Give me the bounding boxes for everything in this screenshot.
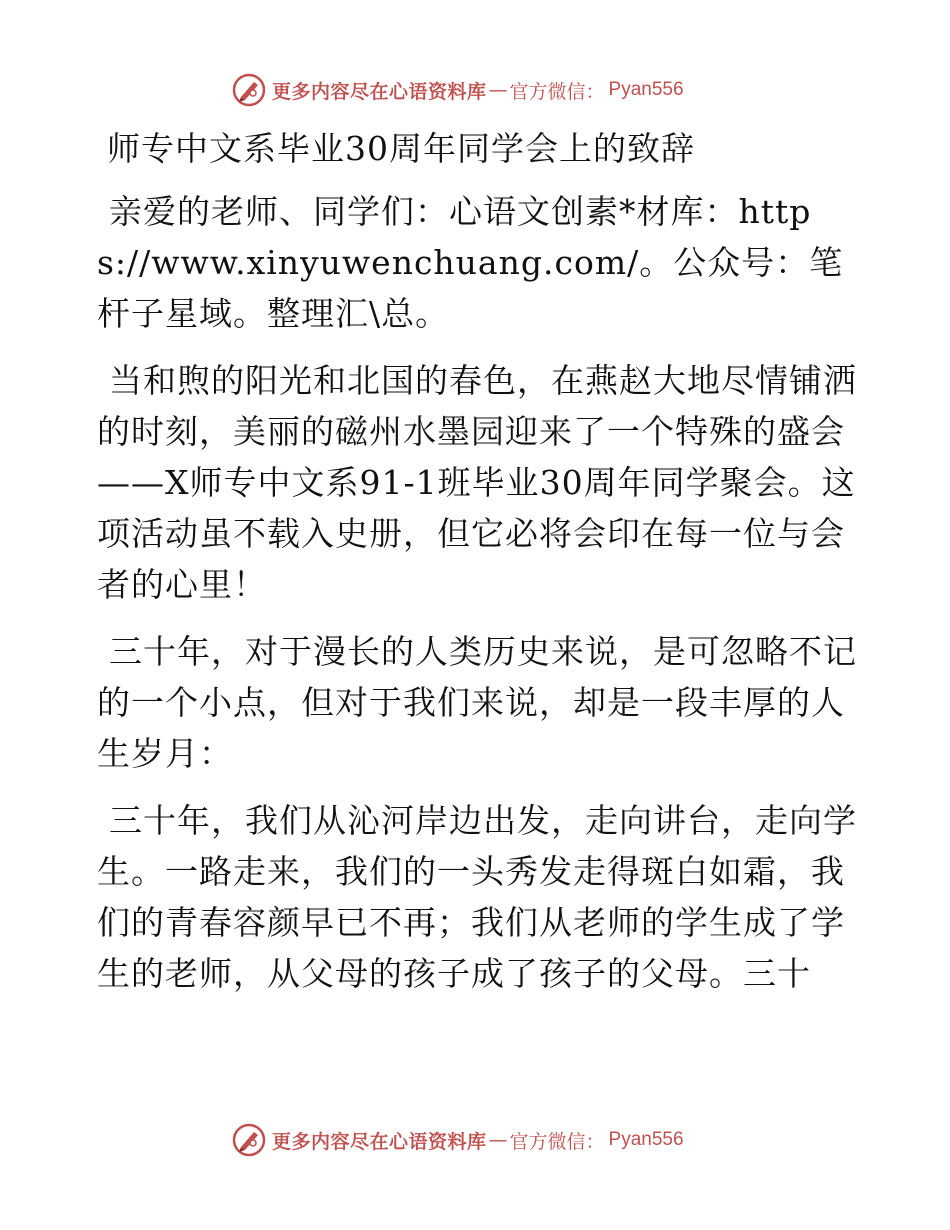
header-watermark xyxy=(232,72,684,108)
document-title: 师专中文系毕业30周年同学会上的致辞 xyxy=(107,129,695,168)
watermark-site-text: 更多内容尽在心语资料库 xyxy=(272,1130,487,1153)
watermark-wechat-id: Pyan556 xyxy=(608,79,684,100)
watermark-wechat-label: 官方微信： xyxy=(509,1130,605,1153)
paragraph-opening: 当和煦的阳光和北国的春色，在燕赵大地尽情铺洒的时刻，美丽的磁州水墨园迎来了一个特殊的盛会——X师专中文系91-1班毕业30周年同学聚会。这项活动虽不载入史册，但它必将会印在每一位与会者的心里！ xyxy=(97,361,857,604)
watermark-separator: — xyxy=(488,1129,508,1151)
footer-watermark xyxy=(232,1122,684,1158)
pen-logo-icon xyxy=(232,1123,266,1157)
paragraph-greeting: 亲爱的老师、同学们：心语文创素*材库：https://www.xinyuwenchuang.com/。公众号：笔杆子星域。整理汇\总。 xyxy=(97,192,844,333)
watermark-separator: — xyxy=(488,79,508,101)
paragraph-journey: 三十年，我们从沁河岸边出发，走向讲台，走向学生。一路走来，我们的一头秀发走得斑白如霜，我们的青春容颜早已不再；我们从老师的学生成了学生的老师，从父母的孩子成了孩子的父母。三十 xyxy=(97,801,857,993)
watermark-wechat-id: Pyan556 xyxy=(608,1129,684,1150)
pen-logo-icon xyxy=(232,73,266,107)
watermark-wechat-label: 官方微信： xyxy=(509,80,605,103)
paragraph-thirty-years: 三十年，对于漫长的人类历史来说，是可忽略不记的一个小点，但对于我们来说，却是一段丰厚的人生岁月： xyxy=(97,632,857,773)
watermark-site-text: 更多内容尽在心语资料库 xyxy=(272,80,487,103)
document-body xyxy=(97,124,857,1015)
